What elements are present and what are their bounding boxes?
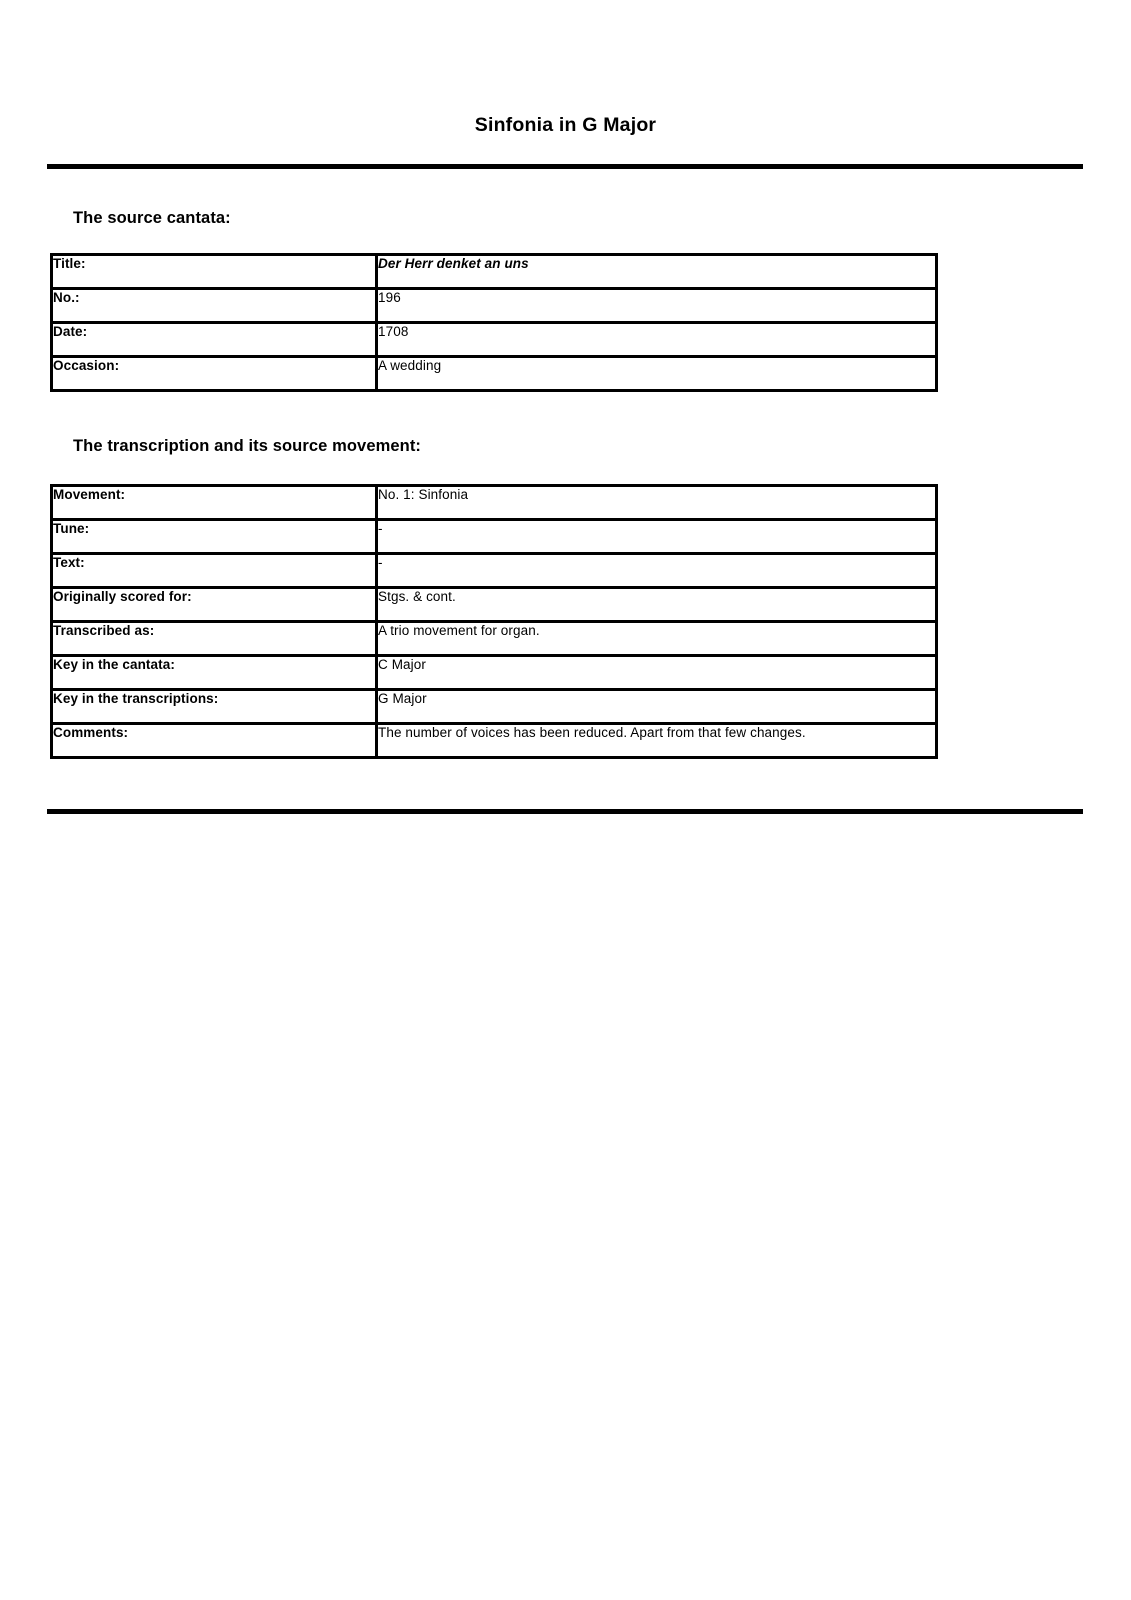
table-row bbox=[52, 656, 937, 690]
row-label: Title: bbox=[52, 255, 377, 289]
row-value: G Major bbox=[377, 690, 937, 724]
row-label: Tune: bbox=[52, 520, 377, 554]
table-row bbox=[52, 486, 937, 520]
transcription-table-body bbox=[52, 486, 937, 758]
row-label: Text: bbox=[52, 554, 377, 588]
row-label: Occasion: bbox=[52, 357, 377, 391]
table-row bbox=[52, 724, 937, 758]
row-value: 1708 bbox=[377, 323, 937, 357]
table-row bbox=[52, 357, 937, 391]
row-label: Originally scored for: bbox=[52, 588, 377, 622]
source-cantata-table bbox=[50, 253, 938, 392]
row-value: C Major bbox=[377, 656, 937, 690]
row-label: No.: bbox=[52, 289, 377, 323]
row-label: Transcribed as: bbox=[52, 622, 377, 656]
source-cantata-table-body bbox=[52, 255, 937, 391]
transcription-table bbox=[50, 484, 938, 759]
row-value: A wedding bbox=[377, 357, 937, 391]
table-row bbox=[52, 690, 937, 724]
table-row bbox=[52, 588, 937, 622]
table-row bbox=[52, 323, 937, 357]
row-label: Key in the cantata: bbox=[52, 656, 377, 690]
section-heading-source-cantata: The source cantata: bbox=[73, 209, 231, 227]
row-value: 196 bbox=[377, 289, 937, 323]
row-label: Key in the transcriptions: bbox=[52, 690, 377, 724]
row-value: - bbox=[377, 554, 937, 588]
header-rule bbox=[47, 164, 1083, 169]
row-value: A trio movement for organ. bbox=[377, 622, 937, 656]
row-value: Der Herr denket an uns bbox=[377, 255, 937, 289]
row-value: The number of voices has been reduced. Apart from that few changes. bbox=[377, 724, 937, 758]
table-row bbox=[52, 255, 937, 289]
row-label: Date: bbox=[52, 323, 377, 357]
table-row bbox=[52, 520, 937, 554]
table-row bbox=[52, 554, 937, 588]
section-heading-transcription: The transcription and its source movement: bbox=[73, 437, 422, 455]
row-value: No. 1: Sinfonia bbox=[377, 486, 937, 520]
row-value: - bbox=[377, 520, 937, 554]
table-row bbox=[52, 622, 937, 656]
row-value: Stgs. & cont. bbox=[377, 588, 937, 622]
page-title: Sinfonia in G Major bbox=[474, 114, 657, 136]
row-label: Movement: bbox=[52, 486, 377, 520]
row-label: Comments: bbox=[52, 724, 377, 758]
footer-rule bbox=[47, 809, 1083, 814]
table-row bbox=[52, 289, 937, 323]
